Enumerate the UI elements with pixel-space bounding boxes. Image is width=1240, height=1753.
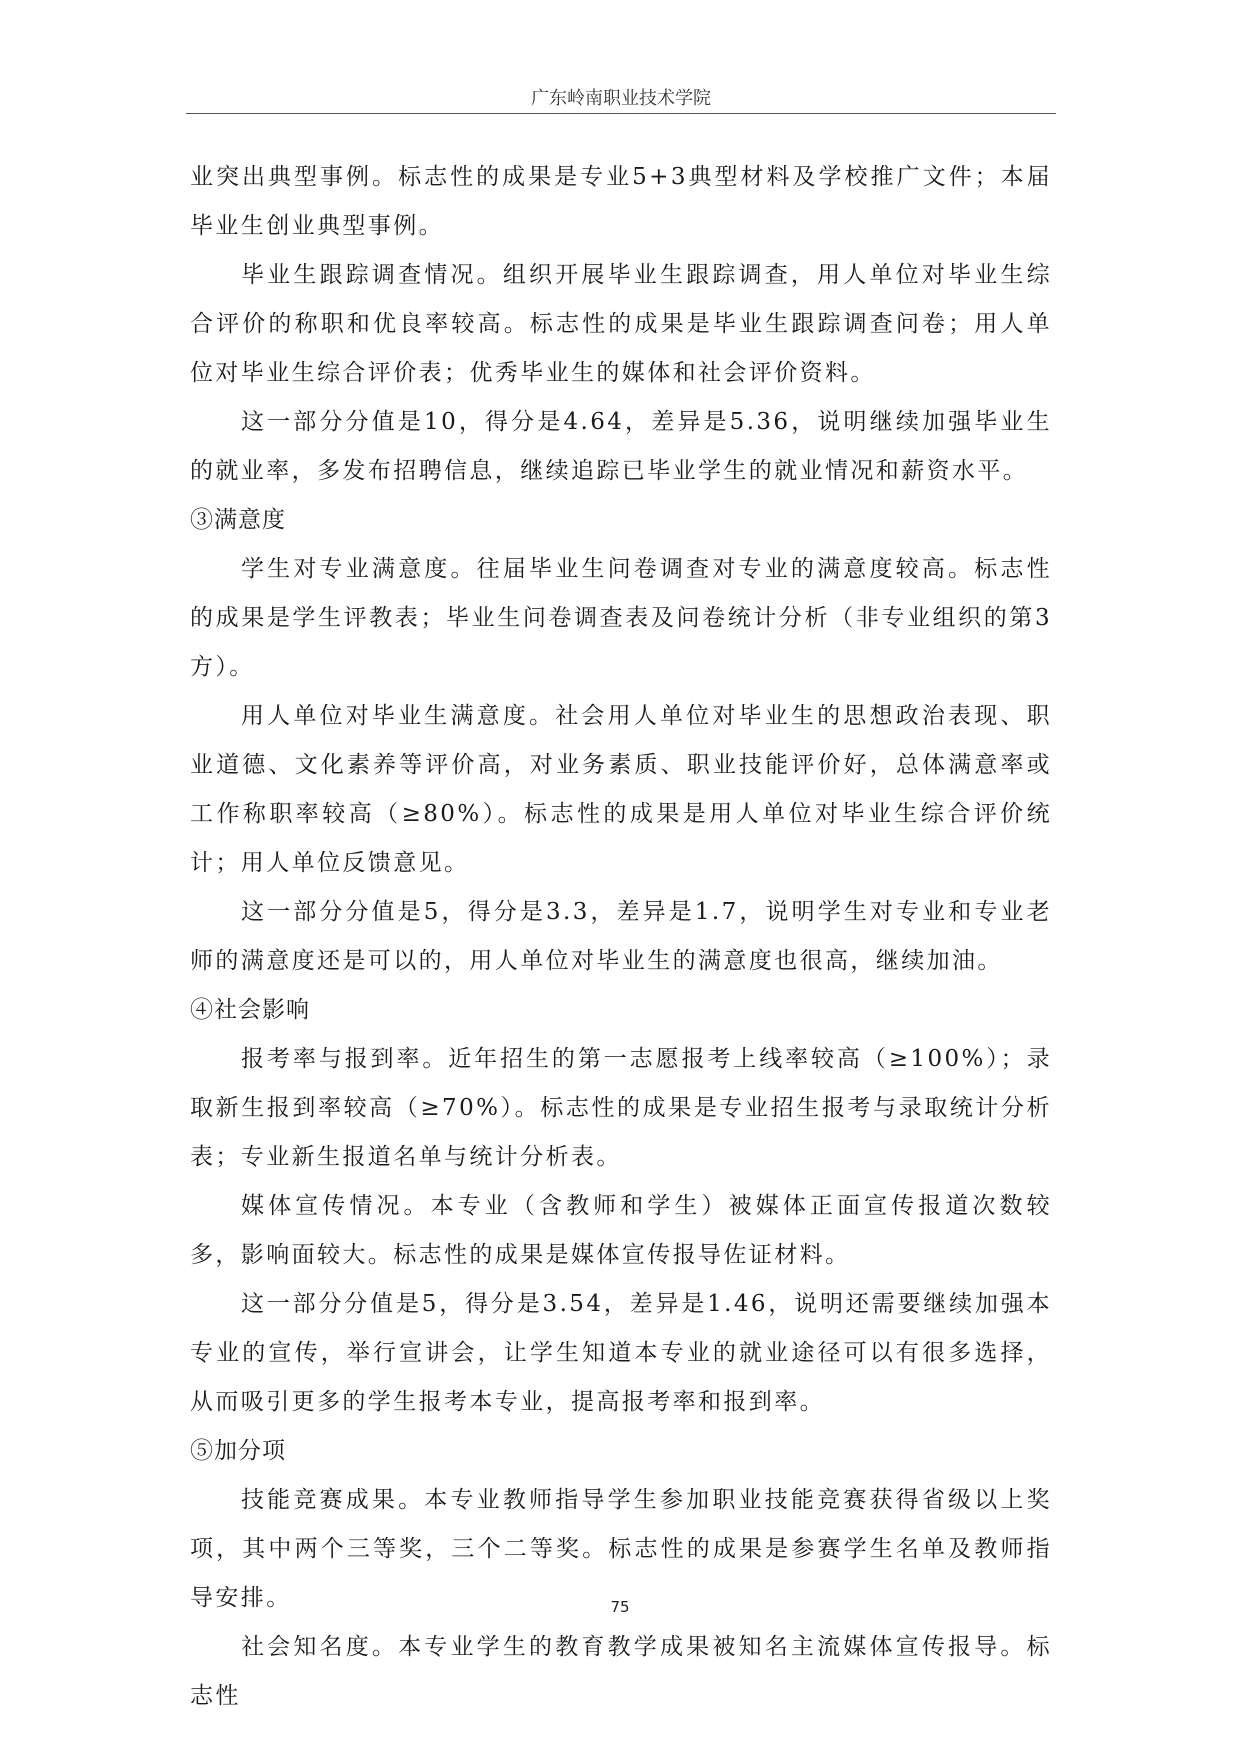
paragraph-continuation: 业突出典型事例。标志性的成果是专业5+3典型材料及学校推广文件；本届毕业生创业典型事例。 xyxy=(190,164,1052,239)
paragraph-social-impact-score: 这一部分分值是5，得分是3.54，差异是1.46，说明还需要继续加强本专业的宣传，举行宣讲会，让学生知道本专业的就业途径可以有很多选择，从而吸引更多的学生报考本专业，提高报考率和报到率。 xyxy=(190,1291,1052,1415)
page-header-title: 广东岭南职业技术学院 xyxy=(531,88,711,109)
paragraph-satisfaction-score: 这一部分分值是5，得分是3.3，差异是1.7，说明学生对专业和专业老师的满意度还是可以的，用人单位对毕业生的满意度也很高，继续加油。 xyxy=(190,899,1052,974)
paragraph-employer-satisfaction: 用人单位对毕业生满意度。社会用人单位对毕业生的思想政治表现、职业道德、文化素养等评价高，对业务素质、职业技能评价好，总体满意率或工作称职率较高（≥80%）。标志性的成果是用人单位对毕业生综合评价统计；用人单位反馈意见。 xyxy=(190,703,1052,876)
header-divider xyxy=(186,113,1056,114)
paragraph-social-reputation: 社会知名度。本专业学生的教育教学成果被知名主流媒体宣传报导。标志性 xyxy=(190,1634,1052,1709)
page-number: 75 xyxy=(610,1598,630,1616)
paragraph-skill-competition: 技能竞赛成果。本专业教师指导学生参加职业技能竞赛获得省级以上奖项，其中两个三等奖，三个二等奖。标志性的成果是参赛学生名单及教师指导安排。 xyxy=(190,1487,1052,1611)
document-body xyxy=(190,153,1052,1721)
section-heading-satisfaction: ③满意度 xyxy=(190,507,286,533)
paragraph-student-satisfaction: 学生对专业满意度。往届毕业生问卷调查对专业的满意度较高。标志性的成果是学生评教表；毕业生问卷调查表及问卷统计分析（非专业组织的第3方）。 xyxy=(190,556,1052,680)
section-heading-social-impact: ④社会影响 xyxy=(190,997,310,1023)
section-heading-bonus-items: ⑤加分项 xyxy=(190,1438,286,1464)
paragraph-employment-score: 这一部分分值是10，得分是4.64，差异是5.36，说明继续加强毕业生的就业率，多发布招聘信息，继续追踪已毕业学生的就业情况和薪资水平。 xyxy=(190,409,1052,484)
paragraph-enrollment-rate: 报考率与报到率。近年招生的第一志愿报考上线率较高（≥100%）；录取新生报到率较高（≥70%）。标志性的成果是专业招生报考与录取统计分析表；专业新生报道名单与统计分析表。 xyxy=(190,1046,1052,1170)
paragraph-graduate-tracking: 毕业生跟踪调查情况。组织开展毕业生跟踪调查，用人单位对毕业生综合评价的称职和优良率较高。标志性的成果是毕业生跟踪调查问卷；用人单位对毕业生综合评价表；优秀毕业生的媒体和社会评价资料。 xyxy=(190,262,1052,386)
paragraph-media-coverage: 媒体宣传情况。本专业（含教师和学生）被媒体正面宣传报道次数较多，影响面较大。标志性的成果是媒体宣传报导佐证材料。 xyxy=(190,1193,1052,1268)
